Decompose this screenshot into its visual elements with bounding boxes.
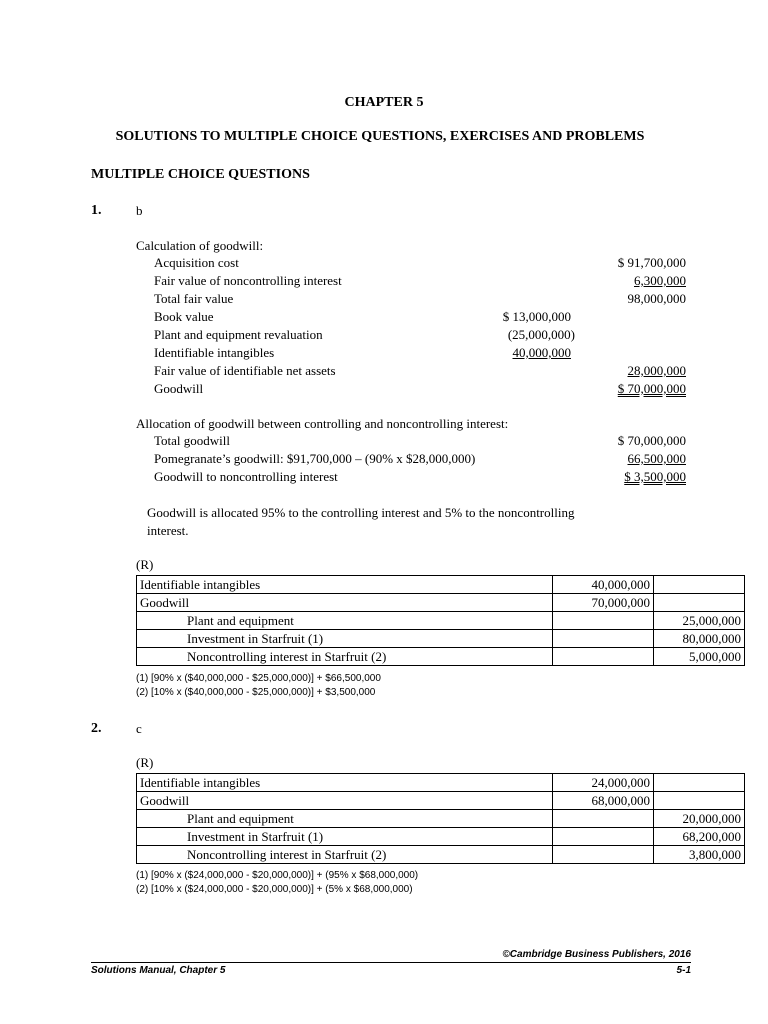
calc-heading: Calculation of goodwill: — [136, 238, 264, 253]
credit-cell: 20,000,000 — [654, 810, 745, 828]
table-row — [137, 630, 745, 648]
journal-entry-table-2 — [136, 773, 745, 864]
debit-cell: 68,000,000 — [553, 792, 654, 810]
calc-row-label: Fair value of identifiable net assets — [154, 363, 336, 378]
account-cell: Noncontrolling interest in Starfruit (2) — [137, 846, 553, 864]
table-row — [137, 828, 745, 846]
calc-row-label: Acquisition cost — [154, 255, 239, 270]
debit-cell — [553, 648, 654, 666]
calc-row-mid: (25,000,000) — [507, 327, 575, 342]
account-cell: Goodwill — [137, 594, 553, 612]
alloc-row-right: $ 3,500,000 — [624, 469, 686, 484]
question-2-number: 2. — [91, 721, 102, 736]
account-cell: Investment in Starfruit (1) — [137, 828, 553, 846]
calc-row-right: 98,000,000 — [627, 291, 686, 306]
credit-cell: 80,000,000 — [654, 630, 745, 648]
credit-cell: 5,000,000 — [654, 648, 745, 666]
credit-cell — [654, 594, 745, 612]
table-row — [137, 594, 745, 612]
credit-cell — [654, 774, 745, 792]
table-row — [137, 774, 745, 792]
table-row — [137, 810, 745, 828]
alloc-row-label: Pomegranate’s goodwill: $91,700,000 – (90% x $28,000,000) — [154, 451, 476, 466]
entry-label: (R) — [136, 557, 154, 572]
calc-row-label: Goodwill — [154, 381, 204, 396]
question-1-number: 1. — [91, 203, 102, 218]
alloc-row-label: Total goodwill — [154, 433, 231, 448]
table-row — [137, 612, 745, 630]
account-cell: Identifiable intangibles — [137, 576, 553, 594]
journal-entry-table-1 — [136, 575, 745, 666]
credit-cell — [654, 576, 745, 594]
calc-row-right: $ 91,700,000 — [617, 255, 686, 270]
footer-divider — [91, 962, 691, 963]
footnote: (1) [90% x ($40,000,000 - $25,000,000)] + $66,500,000 — [136, 673, 381, 684]
debit-cell — [553, 630, 654, 648]
table-row — [137, 792, 745, 810]
account-cell: Noncontrolling interest in Starfruit (2) — [137, 648, 553, 666]
account-cell: Goodwill — [137, 792, 553, 810]
question-1-answer: b — [136, 203, 143, 218]
calc-row-label: Total fair value — [154, 291, 234, 306]
calc-row-right-goodwill: $ 70,000,000 — [617, 381, 686, 396]
account-cell: Plant and equipment — [137, 810, 553, 828]
footnote: (1) [90% x ($24,000,000 - $20,000,000)] + (95% x $68,000,000) — [136, 870, 419, 881]
table-row — [137, 846, 745, 864]
calc-row-mid: 40,000,000 — [512, 345, 571, 360]
account-cell: Identifiable intangibles — [137, 774, 553, 792]
calc-row-mid: $ 13,000,000 — [502, 309, 571, 324]
alloc-row-right: 66,500,000 — [627, 451, 686, 466]
debit-cell — [553, 810, 654, 828]
debit-cell — [553, 612, 654, 630]
debit-cell — [553, 828, 654, 846]
footer-left-text: Solutions Manual, Chapter 5 — [91, 965, 226, 976]
calc-row-right: 28,000,000 — [627, 363, 686, 378]
footnote: (2) [10% x ($24,000,000 - $20,000,000)] + (5% x $68,000,000) — [136, 884, 413, 895]
calc-row-label: Book value — [154, 309, 214, 324]
credit-cell: 68,200,000 — [654, 828, 745, 846]
paragraph-line: interest. — [147, 523, 189, 538]
table-row — [137, 648, 745, 666]
debit-cell: 40,000,000 — [553, 576, 654, 594]
debit-cell: 24,000,000 — [553, 774, 654, 792]
alloc-heading: Allocation of goodwill between controlling and noncontrolling interest: — [136, 416, 509, 431]
paragraph-line: Goodwill is allocated 95% to the controlling interest and 5% to the noncontrolling — [147, 505, 575, 520]
page-number: 5-1 — [676, 965, 691, 976]
question-2-answer: c — [136, 721, 142, 736]
calc-row-label: Identifiable intangibles — [154, 345, 275, 360]
subsection-title: MULTIPLE CHOICE QUESTIONS — [91, 167, 310, 182]
chapter-title: CHAPTER 5 — [344, 95, 424, 110]
copyright-notice: ©Cambridge Business Publishers, 2016 — [502, 949, 691, 960]
footnote: (2) [10% x ($40,000,000 - $25,000,000)] + $3,500,000 — [136, 687, 376, 698]
credit-cell: 25,000,000 — [654, 612, 745, 630]
account-cell: Plant and equipment — [137, 612, 553, 630]
debit-cell — [553, 846, 654, 864]
section-title: SOLUTIONS TO MULTIPLE CHOICE QUESTIONS, EXERCISES AND PROBLEMS — [115, 129, 645, 144]
entry-label: (R) — [136, 755, 154, 770]
account-cell: Investment in Starfruit (1) — [137, 630, 553, 648]
alloc-row-right: $ 70,000,000 — [617, 433, 686, 448]
calc-row-right: 6,300,000 — [634, 273, 686, 288]
calc-row-label: Fair value of noncontrolling interest — [154, 273, 342, 288]
table-row — [137, 576, 745, 594]
debit-cell: 70,000,000 — [553, 594, 654, 612]
credit-cell — [654, 792, 745, 810]
alloc-row-label: Goodwill to noncontrolling interest — [154, 469, 338, 484]
calc-row-label: Plant and equipment revaluation — [154, 327, 323, 342]
credit-cell: 3,800,000 — [654, 846, 745, 864]
